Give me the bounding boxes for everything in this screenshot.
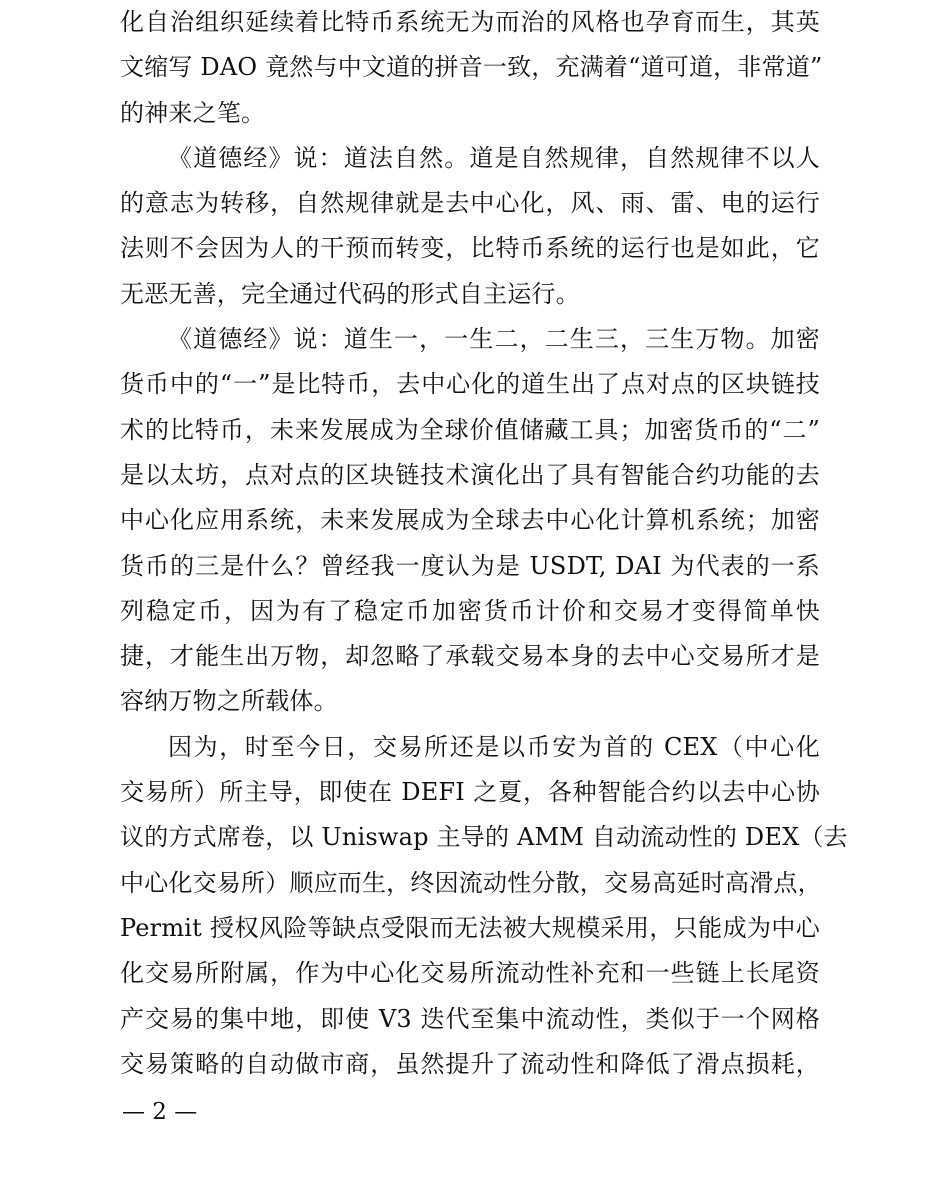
text-line: 的神来之笔。 <box>120 98 266 127</box>
text-line: 的意志为转移，自然规律就是去中心化，风、雨、雷、电的运行 <box>120 189 820 218</box>
text-line: 交易策略的自动做市商，虽然提升了流动性和降低了滑点损耗， <box>120 1049 820 1078</box>
text-line: 产交易的集中地，即使 V3 迭代至集中流动性，类似于一个网格 <box>120 1004 820 1033</box>
text-line: 是以太坊，点对点的区块链技术演化出了具有智能合约功能的去 <box>120 460 820 489</box>
text-line: 捷，才能生出万物，却忽略了承载交易本身的去中心交易所才是 <box>120 642 820 671</box>
text-line: 列稳定币，因为有了稳定币加密货币计价和交易才变得简单快 <box>120 596 820 625</box>
text-line: 中心化应用系统，未来发展成为全球去中心化计算机系统；加密 <box>120 506 820 535</box>
text-line: 交易所）所主导，即使在 DEFI 之夏，各种智能合约以去中心协 <box>120 778 820 807</box>
text-line: 容纳万物之所载体。 <box>120 687 338 716</box>
text-line: 货币中的“一”是比特币，去中心化的道生出了点对点的区块链技 <box>120 370 820 399</box>
text-line: Permit 授权风险等缺点受限而无法被大规模采用，只能成为中心 <box>120 913 820 942</box>
text-line: 法则不会因为人的干预而转变，比特币系统的运行也是如此，它 <box>120 234 820 263</box>
text-line: 货币的三是什么？曾经我一度认为是 USDT, DAI 为代表的一系 <box>120 551 820 580</box>
body-text <box>120 0 848 1087</box>
text-line: 术的比特币，未来发展成为全球价值储藏工具；加密货币的“二” <box>120 415 820 444</box>
text-line: 《道德经》说：道生一，一生二，二生三，三生万物。加密 <box>168 325 820 354</box>
text-line: 化交易所附属，作为中心化交易所流动性补充和一些链上长尾资 <box>120 959 820 988</box>
text-line: 文缩写 DAO 竟然与中文道的拼音一致，充满着“道可道，非常道” <box>120 53 823 82</box>
text-line: 《道德经》说：道法自然。道是自然规律，自然规律不以人 <box>168 143 820 172</box>
text-line: 无恶无善，完全通过代码的形式自主运行。 <box>120 279 580 308</box>
text-line: 因为，时至今日，交易所还是以币安为首的 CEX（中心化 <box>168 732 820 761</box>
text-line: 中心化交易所）顺应而生，终因流动性分散，交易高延时高滑点， <box>120 868 822 897</box>
text-line: 化自治组织延续着比特币系统无为而治的风格也孕育而生，其英 <box>120 8 820 36</box>
text-line: 议的方式席卷，以 Uniswap 主导的 AMM 自动流动性的 DEX（去 <box>120 823 848 852</box>
page-number: — 2 — <box>122 1099 198 1125</box>
